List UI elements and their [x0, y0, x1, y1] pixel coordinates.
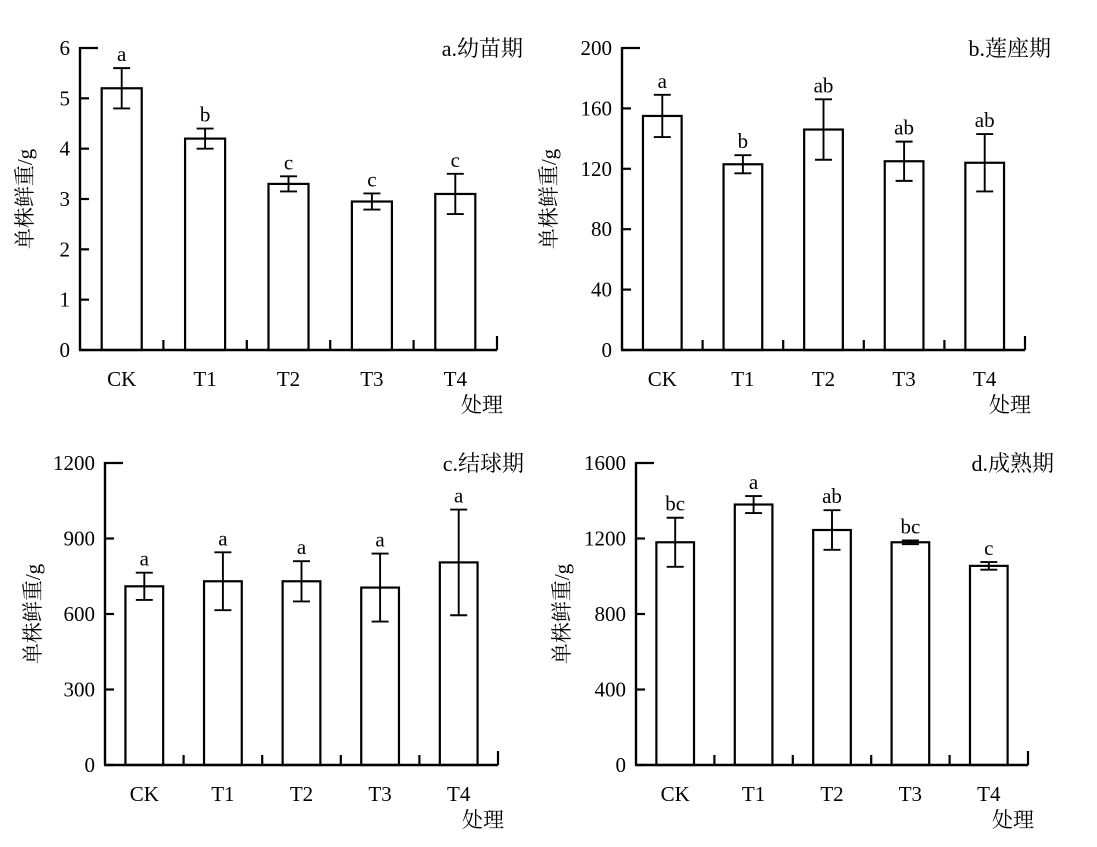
sig-letter: c	[367, 167, 377, 192]
y-tick-label: 6	[59, 36, 70, 60]
sig-letter: a	[139, 546, 149, 571]
bar-b-CK	[643, 116, 682, 350]
panel-title-d: d.成熟期	[971, 451, 1054, 476]
y-tick-label: 800	[594, 602, 626, 626]
x-tick-label: T1	[193, 367, 217, 391]
x-tick-label: T2	[820, 782, 844, 806]
panel-b	[537, 36, 1051, 417]
sig-letter: c	[984, 536, 994, 561]
sig-letter: a	[375, 527, 385, 552]
x-tick-label: T3	[368, 782, 392, 806]
y-tick-label: 3	[59, 187, 70, 211]
x-tick-label: CK	[107, 367, 137, 391]
y-tick-label: 40	[591, 277, 612, 302]
x-tick-label: T1	[211, 782, 235, 806]
x-tick-label: CK	[129, 782, 159, 806]
y-tick-label: 0	[84, 753, 95, 777]
bar-c-T2	[283, 581, 321, 765]
x-tick-label: CK	[647, 367, 677, 391]
x-tick-label: T1	[731, 367, 755, 391]
panel-title-c: c.结球期	[442, 451, 524, 476]
y-tick-label: 200	[580, 36, 612, 60]
x-tick-label: T3	[898, 782, 923, 806]
y-tick-label: 0	[615, 753, 626, 777]
x-tick-label: T3	[360, 367, 384, 391]
bar-d-T3	[892, 542, 930, 765]
x-axis-label-d: 处理	[992, 808, 1034, 832]
y-tick-label: 900	[63, 526, 95, 551]
x-tick-label: T4	[977, 782, 1001, 806]
panel-title-b: b.莲座期	[968, 36, 1051, 61]
x-axis-label-a: 处理	[461, 393, 503, 417]
sig-letter: c	[283, 150, 294, 175]
y-tick-label: 0	[601, 338, 612, 362]
sig-letter: a	[454, 483, 464, 508]
bar-a-T4	[435, 194, 475, 350]
bar-b-T3	[885, 161, 924, 350]
x-tick-label: T1	[741, 782, 766, 806]
sig-letter: ab	[974, 108, 995, 133]
sig-letter: a	[657, 68, 667, 93]
panel-d	[550, 451, 1054, 832]
y-axis-label-b: 单株鲜重/g	[537, 148, 561, 250]
bar-a-T1	[185, 139, 225, 350]
bar-b-T2	[804, 130, 843, 350]
sig-letter: bc	[900, 514, 921, 539]
y-tick-label: 0	[59, 338, 70, 362]
bar-a-T2	[268, 184, 308, 350]
y-tick-label: 5	[59, 86, 70, 111]
y-axis-label-a: 单株鲜重/g	[13, 148, 37, 250]
sig-letter: ab	[822, 484, 842, 509]
sig-letter: b	[737, 129, 749, 154]
bar-c-CK	[125, 586, 163, 765]
bar-d-CK	[656, 542, 694, 765]
bar-d-T1	[735, 505, 773, 765]
x-tick-label: CK	[660, 782, 690, 806]
y-tick-label: 1	[59, 287, 70, 312]
x-tick-label: T2	[811, 367, 836, 391]
y-tick-label: 1600	[584, 451, 626, 475]
sig-letter: a	[296, 535, 307, 560]
x-tick-label: T4	[443, 367, 467, 391]
bar-b-T1	[724, 164, 763, 350]
y-tick-label: 300	[63, 677, 95, 702]
y-tick-label: 600	[63, 602, 95, 626]
y-tick-label: 2	[59, 237, 70, 262]
sig-letter: c	[450, 147, 460, 172]
x-axis-label-b: 处理	[989, 393, 1031, 417]
sig-letter: ab	[813, 73, 834, 98]
sig-letter: bc	[665, 491, 686, 516]
y-tick-label: 1200	[584, 526, 626, 551]
panel-a	[13, 36, 523, 417]
x-axis-label-c: 处理	[462, 808, 504, 832]
sig-letter: ab	[894, 115, 915, 140]
y-axis-label-c: 单株鲜重/g	[21, 563, 45, 665]
panel-title-a: a.幼苗期	[441, 36, 523, 61]
bar-a-T3	[352, 202, 392, 350]
sig-letter: b	[199, 102, 211, 127]
y-tick-label: 120	[580, 156, 612, 181]
x-tick-label: T4	[973, 367, 997, 391]
y-tick-label: 400	[594, 677, 626, 702]
x-tick-label: T2	[289, 782, 314, 806]
panel-c	[21, 451, 524, 832]
x-tick-label: T3	[892, 367, 916, 391]
y-tick-label: 80	[591, 217, 612, 242]
sig-letter: a	[117, 42, 127, 67]
x-tick-label: T2	[276, 367, 301, 391]
bar-d-T4	[970, 566, 1008, 765]
y-axis-label-d: 单株鲜重/g	[550, 563, 574, 665]
bar-a-CK	[102, 88, 142, 350]
x-tick-label: T4	[447, 782, 471, 806]
sig-letter: a	[218, 526, 228, 551]
y-tick-label: 4	[59, 136, 70, 161]
y-tick-label: 160	[580, 96, 612, 121]
bar-d-T2	[813, 530, 851, 765]
sig-letter: a	[748, 470, 759, 495]
y-tick-label: 1200	[53, 451, 95, 475]
